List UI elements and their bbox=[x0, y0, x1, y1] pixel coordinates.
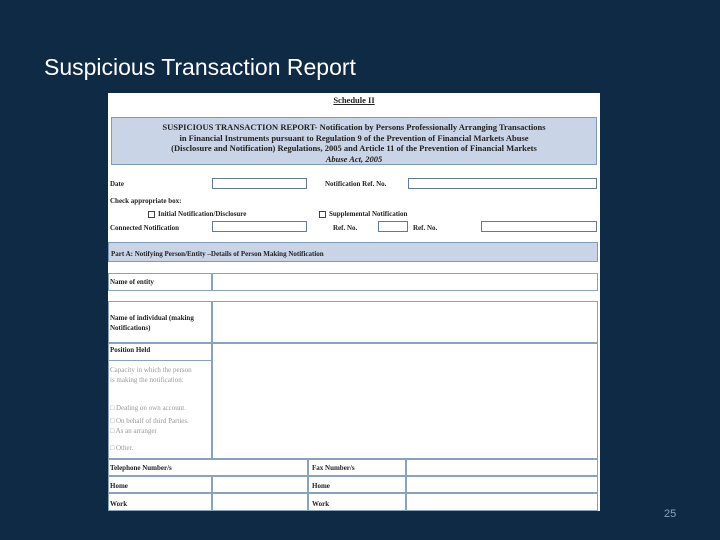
header-line-2: in Financial Instruments pursuant to Regulation 9 of the Prevention of Financial Markets Abuse bbox=[179, 132, 529, 143]
ref-no-label-1: Ref. No. bbox=[333, 224, 358, 232]
fax-field[interactable] bbox=[406, 459, 598, 476]
checkbox-icon bbox=[148, 211, 155, 218]
header-line-4: Abuse Act, 2005 bbox=[325, 153, 383, 164]
home-phone-field[interactable] bbox=[212, 476, 308, 493]
ref-no-field-2[interactable] bbox=[481, 221, 597, 232]
notification-ref-label: Notification Ref. No. bbox=[325, 180, 387, 188]
position-label-cell: Position Held bbox=[108, 343, 212, 361]
option-other[interactable]: □ Other. bbox=[110, 444, 134, 452]
work-label-cell-1: Work bbox=[108, 493, 212, 511]
check-box-label: Check appropriate box: bbox=[110, 197, 182, 205]
entity-label-cell: Name of entity bbox=[108, 273, 212, 291]
home-fax-field[interactable] bbox=[406, 476, 598, 493]
option-arranger[interactable]: □ As an arranger bbox=[110, 427, 157, 435]
home-label-cell-1: Home bbox=[108, 476, 212, 493]
work-fax-field[interactable] bbox=[406, 493, 598, 511]
telephone-label-cell: Telephone Number/s bbox=[108, 459, 308, 476]
entity-field[interactable] bbox=[212, 273, 598, 291]
page-number: 25 bbox=[664, 508, 677, 520]
connected-notification-field[interactable] bbox=[212, 221, 307, 232]
schedule-heading: Schedule II bbox=[333, 95, 375, 105]
form-header bbox=[111, 117, 597, 165]
ref-no-label-2: Ref. No. bbox=[413, 224, 438, 232]
initial-notification-option[interactable]: Initial Notification/Disclosure bbox=[148, 210, 246, 218]
supplemental-notification-option[interactable]: Supplemental Notification bbox=[319, 210, 407, 218]
notification-ref-field[interactable] bbox=[408, 178, 597, 189]
ref-no-field-1[interactable] bbox=[378, 221, 408, 232]
option-behalf[interactable]: □ On behalf of third Parties. bbox=[110, 417, 189, 425]
fax-label-cell: Fax Number/s bbox=[308, 459, 406, 476]
home-label-cell-2: Home bbox=[308, 476, 406, 493]
work-label-cell-2: Work bbox=[308, 493, 406, 511]
individual-label-cell: Name of individual (making Notifications) bbox=[108, 301, 212, 343]
option-own-account[interactable]: □ Dealing on own account. bbox=[110, 404, 186, 412]
slide-title: Suspicious Transaction Report bbox=[44, 54, 356, 80]
position-capacity-field[interactable] bbox=[212, 343, 598, 459]
header-line-3: (Disclosure and Notification) Regulations, 2005 and Article 11 of the Prevention of Financial Markets bbox=[171, 143, 537, 153]
part-a-bar: Part A: Notifying Person/Entity –Details of Person Making Notification bbox=[108, 242, 598, 262]
date-label: Date bbox=[110, 180, 124, 188]
connected-notification-label: Connected Notification bbox=[110, 224, 180, 232]
header-line-1: SUSPICIOUS TRANSACTION REPORT- Notification by Persons Professionally Arranging Transactions bbox=[162, 122, 546, 132]
form-document bbox=[108, 93, 600, 511]
date-field[interactable] bbox=[212, 178, 307, 189]
individual-field[interactable] bbox=[212, 301, 598, 343]
capacity-label-cell: Capacity in which the person is making the notification: □ Dealing on own account. □ On behalf of third Parties. □ As an arranger □ Other. bbox=[108, 361, 212, 459]
checkbox-icon bbox=[319, 211, 326, 218]
work-phone-field[interactable] bbox=[212, 493, 308, 511]
